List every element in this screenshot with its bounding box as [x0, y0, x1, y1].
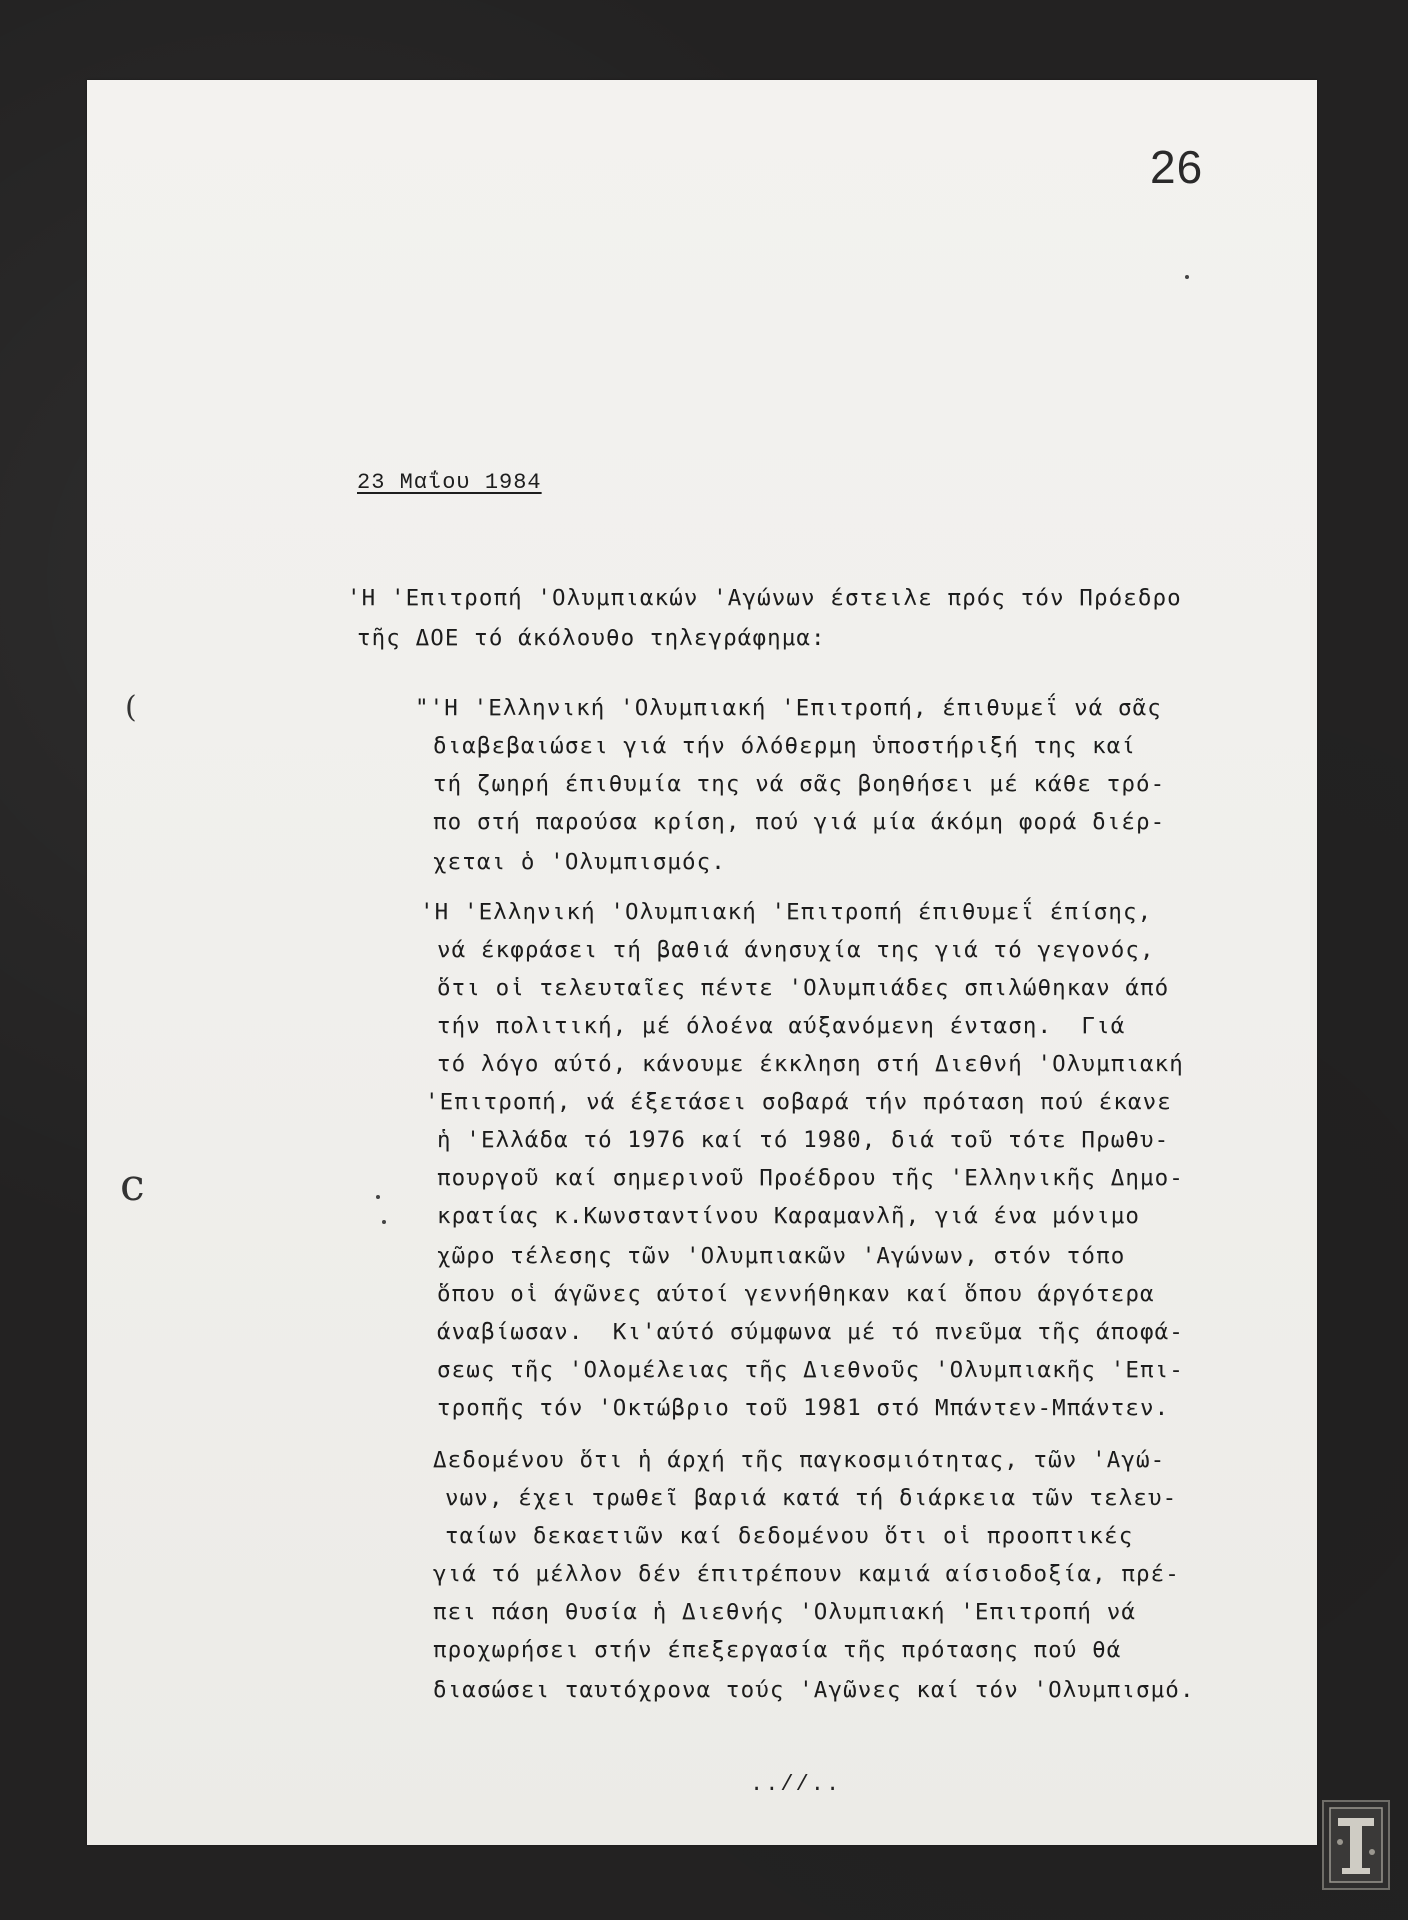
telegram-line: "'Η 'Ελληνική 'Ολυμπιακή 'Επιτροπή, έπιθυμεΐ νά σᾶς — [415, 695, 1162, 721]
margin-bracket-mark: ( — [125, 690, 137, 725]
continuation-mark: ..//.. — [750, 1772, 842, 1797]
telegram-line: ἡ 'Ελλάδα τό 1976 καί τό 1980, διά τοῦ τότε Πρωθυ- — [437, 1127, 1170, 1153]
telegram-line: πουργοῦ καί σημερινοῦ Προέδρου τῆς 'Ελληνικῆς Δημο- — [437, 1165, 1184, 1191]
intro-line: τῆς ΔΟΕ τό άκόλουθο τηλεγράφημα: — [357, 625, 826, 651]
telegram-line: άναβίωσαν. Κι'αύτό σύμφωνα μέ τό πνεῦμα τῆς άποφά- — [437, 1319, 1184, 1345]
telegram-line: ταίων δεκαετιῶν καί δεδομένου ὅτι οἱ προοπτικές — [445, 1523, 1134, 1549]
telegram-line: διαβεβαιώσει γιά τήν όλόθερμη ὑποστήριξή της καί — [433, 733, 1137, 759]
telegram-line: ὅπου οἱ άγῶνες αύτοί γεννήθηκαν καί ὅπου άργότερα — [437, 1281, 1155, 1307]
telegram-line: προχωρήσει στήν έπεξεργασία τῆς πρότασης πού θά — [433, 1637, 1122, 1663]
telegram-line: πει πάση θυσία ἡ Διεθνής 'Ολυμπιακή 'Επιτροπή νά — [433, 1599, 1137, 1625]
telegram-line: τροπῆς τόν 'Οκτώβριο τοῦ 1981 στό Μπάντεν-Μπάντεν. — [437, 1395, 1170, 1421]
telegram-line: νά έκφράσει τή βαθιά άνησυχία της γιά τό γεγονός, — [437, 937, 1155, 963]
telegram-line: χῶρο τέλεσης τῶν 'Ολυμπιακῶν 'Αγώνων, στόν τόπο — [437, 1243, 1126, 1269]
telegram-line: χεται ὁ 'Ολυμπισμός. — [433, 849, 726, 875]
telegram-line: τή ζωηρή έπιθυμία της νά σᾶς βοηθήσει μέ κάθε τρό- — [433, 771, 1166, 797]
document-date: 23 Μαΐου 1984 — [357, 470, 542, 495]
telegram-line: Δεδομένου ὅτι ἡ άρχή τῆς παγκοσμιότητας, τῶν 'Αγώ- — [433, 1447, 1166, 1473]
margin-c-mark: c — [120, 1160, 145, 1211]
archive-logo-glyph — [1324, 1802, 1388, 1888]
telegram-line: τήν πολιτική, μέ όλοένα αύξανόμενη ένταση. Γιά — [437, 1013, 1126, 1039]
telegram-line: 'Επιτροπή, νά έξετάσει σοβαρά τήν πρόταση πού έκανε — [425, 1089, 1172, 1115]
telegram-line: νων, έχει τρωθεῖ βαριά κατά τή διάρκεια τῶν τελευ- — [445, 1485, 1178, 1511]
telegram-line: ὅτι οἱ τελευταῖες πέντε 'Ολυμπιάδες σπιλώθηκαν άπό — [437, 975, 1170, 1001]
telegram-line: πο στή παρούσα κρίση, πού γιά μία άκόμη φορά διέρ- — [433, 809, 1166, 835]
telegram-line: κρατίας κ.Κωνσταντίνου Καραμανλῆ, γιά ένα μόνιμο — [437, 1203, 1141, 1229]
intro-line: 'Η 'Επιτροπή 'Ολυμπιακών 'Αγώνων έστειλε πρός τόν Πρόεδρο — [347, 585, 1182, 611]
telegram-line: διασώσει ταυτόχρονα τούς 'Αγῶνες καί τόν 'Ολυμπισμό. — [433, 1677, 1195, 1703]
telegram-line: γιά τό μέλλον δέν έπιτρέπουν καμιά αίσιοδοξία, πρέ- — [433, 1561, 1180, 1587]
ink-speck — [1185, 275, 1189, 279]
ink-speck — [376, 1195, 380, 1199]
telegram-line: σεως τῆς 'Ολομέλειας τῆς Διεθνοῦς 'Ολυμπιακῆς 'Επι- — [437, 1357, 1184, 1383]
page-number: 26 — [1150, 141, 1204, 193]
archive-logo-icon — [1322, 1800, 1390, 1890]
ink-speck — [382, 1220, 386, 1224]
telegram-line: 'Η 'Ελληνική 'Ολυμπιακή 'Επιτροπή έπιθυμεΐ έπίσης, — [420, 899, 1153, 925]
telegram-line: τό λόγο αύτό, κάνουμε έκκληση στή Διεθνή 'Ολυμπιακή — [437, 1051, 1184, 1077]
